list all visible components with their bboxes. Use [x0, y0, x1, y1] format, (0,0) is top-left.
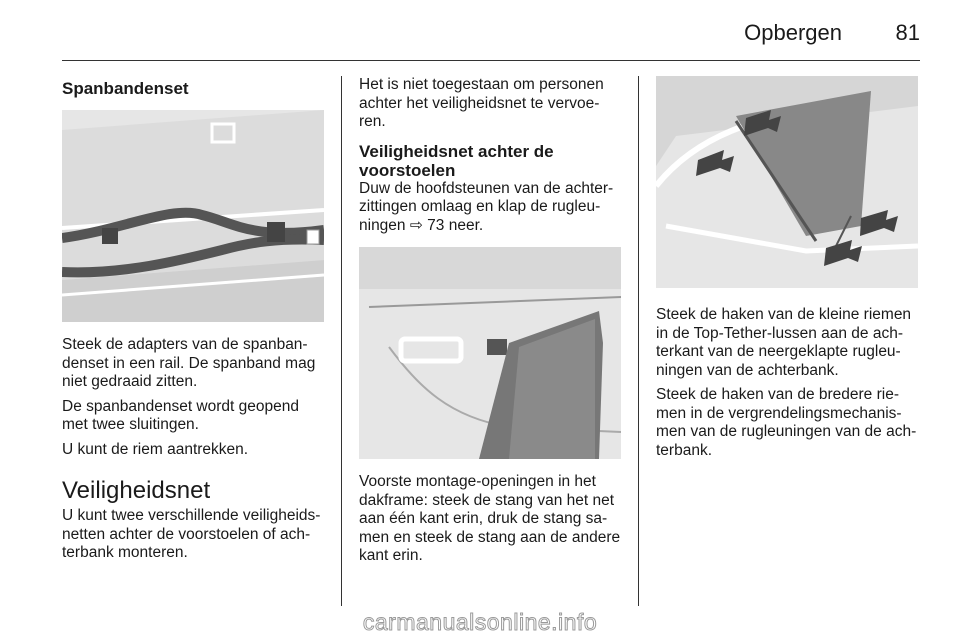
text-before-ref: Duw de hoofdsteunen van de achter-zittingen omlaag en klap de rugleu-ningen [359, 179, 614, 234]
column-left [62, 76, 324, 563]
paragraph-kleine-riemen: Steek de haken van de kleine riemen in de Top-Tether-lussen aan de ach-terkant van de neergeklapte rugleu-ningen van de achterbank. [656, 306, 912, 379]
paragraph-veiligheidsnet-intro: U kunt twee verschillende veiligheids-netten achter de voorstoelen of ach-terbank monteren. [62, 507, 321, 561]
roof-frame-illustration [359, 247, 621, 459]
watermark-text: carmanualsonline.info [362, 609, 598, 635]
column-right [656, 76, 922, 460]
column-divider-1 [341, 76, 342, 606]
section-heading-voorstoelen: Veiligheidsnet achter de voorstoelen [359, 141, 554, 180]
caption-montage-openingen: Voorste montage-openingen in het dakframe: steek de stang van het net aan één kant erin, druk de stang sa-men en steek de stang aan de andere kant erin. [359, 473, 621, 564]
paragraph-sluitingen: De spanbandenset wordt geopend met twee sluitingen. [62, 397, 299, 433]
rear-net-illustration [656, 76, 918, 288]
page-reference-number[interactable]: 73 [427, 216, 445, 234]
section-title-veiligheidsnet: Veiligheidsnet [62, 477, 211, 504]
header-divider [62, 60, 920, 61]
column-divider-2 [638, 76, 639, 606]
paragraph-adapters: Steek de adapters van de spanban-denset in een rail. De spanband mag niet gedraaid zitten. [62, 336, 316, 390]
cargo-strap-illustration [62, 110, 324, 322]
page-header [62, 0, 920, 62]
text-after-ref: neer. [444, 216, 484, 234]
page-number: 81 [895, 20, 920, 45]
page-reference-icon[interactable]: ⇨ [409, 216, 423, 234]
section-heading-spanbandenset: Spanbandenset [62, 79, 189, 98]
column-middle [359, 76, 623, 566]
paragraph-personen: Het is niet toegestaan om personen achter het veiligheidsnet te vervoe-ren. [359, 76, 604, 130]
paragraph-bredere-riemen: Steek de haken van de bredere rie-men in de vergrendelingsmechanis-men van de rugleuningen van de ach-terbank. [656, 386, 917, 459]
paragraph-hoofdsteunen [359, 180, 623, 236]
chapter-title: Opbergen [744, 20, 842, 45]
paragraph-aantrekken: U kunt de riem aantrekken. [62, 440, 249, 458]
